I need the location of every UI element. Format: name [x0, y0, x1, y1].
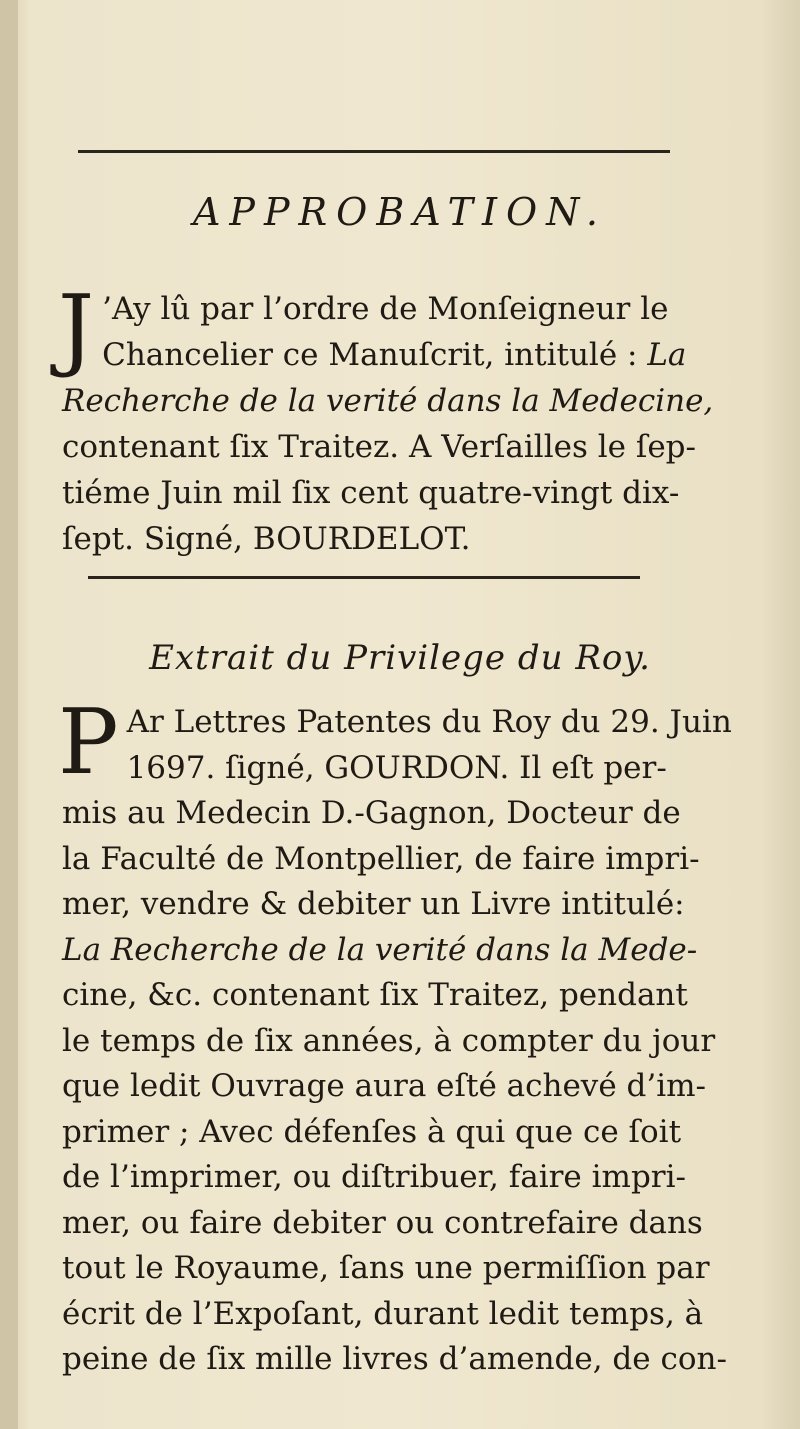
text-line: cine, &c. contenant ſix Traitez, pendant — [62, 977, 688, 1013]
text-line: contenant ſix Traitez. A Verſailles le ſep- — [62, 429, 696, 465]
text-line: La Recherche de la verité dans la Mede- — [62, 931, 698, 968]
text-line: la Faculté de Montpellier, de faire impri- — [62, 840, 700, 877]
text-line: écrit de l’Expoſant, durant ledit temps, à — [62, 1295, 704, 1332]
extrait-title: Extrait du Privilege du Roy. — [149, 638, 651, 678]
text-segment: Chancelier ce Manuſcrit, intitulé : — [102, 337, 648, 373]
text-line: de l’imprimer, ou diſtribuer, faire impri- — [62, 1159, 686, 1195]
text-line: tiéme Juin mil ſix cent quatre-vingt dix- — [62, 475, 680, 511]
text-line: primer ; Avec défenſes à qui que ce ſoit — [62, 1113, 682, 1150]
text-line: mis au Medecin D.-Gagnon, Docteur de — [62, 795, 681, 831]
italic-segment: La — [647, 337, 687, 373]
approbation-paragraph — [58, 276, 714, 562]
text-line: 1697. ſigné, GOURDON. Il eſt per- — [126, 749, 667, 786]
text-line: ’Ay lû par l’ordre de Monſeigneur le — [102, 291, 669, 327]
drop-cap: P — [58, 690, 119, 795]
middle-rule — [88, 576, 640, 579]
drop-cap: J — [58, 276, 95, 381]
text-line: Recherche de la verité dans la Medecine, — [62, 383, 714, 419]
extrait-paragraph — [58, 690, 732, 1383]
text-line: le temps de ſix années, à compter du jour — [62, 1022, 716, 1059]
text-line: Ar Lettres Patentes du Roy du 29. Juin — [126, 704, 732, 740]
text-line: ſept. Signé, BOURDELOT. — [62, 521, 471, 557]
text-line: mer, vendre & debiter un Livre intitulé: — [62, 886, 685, 922]
text-line — [62, 332, 687, 378]
text-line: peine de ſix mille livres d’amende, de con- — [62, 1341, 727, 1377]
text-line: mer, ou faire debiter ou contrefaire dans — [62, 1204, 703, 1241]
text-line: tout le Royaume, ſans une permiſſion par — [62, 1250, 710, 1286]
top-rule — [78, 150, 670, 153]
text-line: que ledit Ouvrage aura eſté achevé d’im- — [62, 1068, 707, 1104]
approbation-title: APPROBATION. — [192, 190, 608, 234]
